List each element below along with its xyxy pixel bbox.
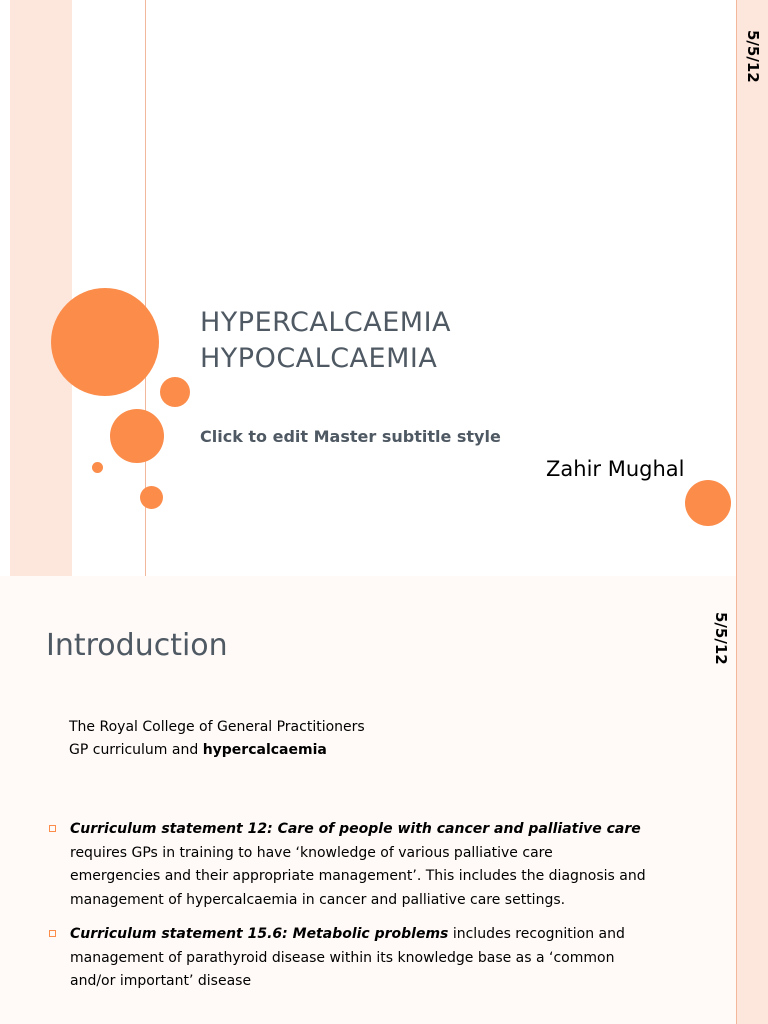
bullet-list [46, 818, 646, 1005]
intro-line-2-bold: hypercalcaemia [202, 742, 327, 758]
bullet-text: requires GPs in training to have ‘knowledge of various palliative care emergencies and their appropriate management’. This includes the diagnosis and management of hypercalcaemia in cancer and palliative care settings. [70, 844, 646, 908]
large-circle-decoration [51, 288, 159, 396]
bullet-emphasis: Curriculum statement 12: Care of people with cancer and palliative care [70, 821, 641, 837]
slide-heading: Introduction [46, 628, 228, 663]
intro-line-2-prefix: GP curriculum and [69, 742, 203, 758]
list-item [46, 923, 646, 994]
slide-title[interactable] [200, 305, 451, 377]
bullet-text: includes recognition and management of parathyroid disease within its knowledge base as a ‘common and/or important’ disease [70, 926, 625, 989]
slide-subtitle[interactable]: Click to edit Master subtitle style [200, 427, 501, 446]
right-decorative-stripe [736, 576, 768, 1024]
intro-line-2 [69, 739, 365, 762]
small-circle-decoration [160, 377, 190, 407]
right-decorative-stripe [736, 0, 768, 576]
square-bullet-icon [49, 825, 56, 832]
slide-date: 5/5/12 [712, 612, 730, 665]
title-line-2: HYPOCALCAEMIA [200, 343, 438, 374]
right-circle-decoration [685, 480, 731, 526]
right-divider-line [736, 576, 737, 1024]
square-bullet-icon [49, 930, 56, 937]
author-name: Zahir Mughal [546, 457, 685, 481]
small-circle-decoration-2 [140, 486, 163, 509]
slide-date: 5/5/12 [744, 30, 762, 83]
introduction-slide [0, 576, 768, 1024]
left-decorative-stripe [10, 0, 72, 576]
intro-text [69, 716, 365, 762]
bullet-emphasis: Curriculum statement 15.6: Metabolic problems [70, 926, 449, 942]
intro-line-1: The Royal College of General Practitioners [69, 719, 365, 735]
list-item [46, 818, 646, 912]
medium-circle-decoration [110, 409, 164, 463]
right-divider-line [736, 0, 737, 576]
tiny-circle-decoration [92, 462, 103, 473]
title-line-1: HYPERCALCAEMIA [200, 307, 452, 338]
